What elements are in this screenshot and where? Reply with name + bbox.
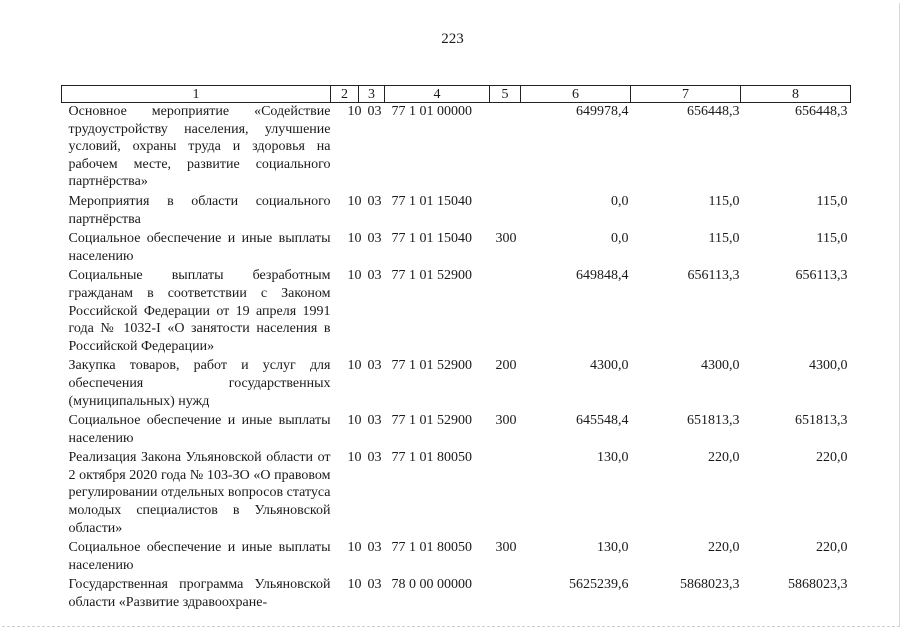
section-code: 10: [347, 268, 362, 284]
amount-year-3: 656448,3: [795, 104, 848, 119]
subsection-code: 03: [367, 358, 382, 374]
column-header: 2: [331, 86, 359, 103]
table-row: [62, 193, 851, 230]
amount-year-3: 4300,0: [809, 358, 848, 374]
target-article-code: 78 0 00 00000: [391, 577, 472, 593]
target-article-code: 77 1 01 00000: [391, 104, 472, 119]
subsection-code: 03: [367, 540, 382, 556]
amount-year-3: 220,0: [816, 450, 848, 466]
section-code: 10: [347, 450, 362, 466]
target-article-code: 77 1 01 52900: [391, 358, 472, 374]
amount-year-2: 5868023,3: [680, 577, 740, 593]
section-code: 10: [347, 358, 362, 374]
amount-year-1: 645548,4: [576, 413, 629, 429]
page-number: 223: [441, 31, 464, 47]
amount-year-1: 130,0: [597, 450, 629, 466]
amount-year-2: 220,0: [708, 450, 740, 466]
amount-year-2: 656113,3: [687, 268, 740, 284]
expense-type-code: 300: [495, 413, 517, 429]
expense-type-code: [490, 193, 521, 230]
row-description: Социальное обеспечение и иные выплаты населению: [68, 413, 331, 446]
amount-year-2: 220,0: [708, 540, 740, 556]
expense-type-code: [490, 103, 521, 193]
table-header-row: [62, 86, 851, 103]
section-code: 10: [347, 231, 362, 247]
subsection-code: 03: [367, 413, 382, 429]
column-header: 3: [359, 86, 385, 103]
column-header: 4: [385, 86, 490, 103]
amount-year-1: 0,0: [611, 193, 629, 209]
target-article-code: 77 1 01 80050: [391, 540, 472, 556]
target-article-code: 77 1 01 80050: [391, 450, 472, 466]
column-header: 1: [62, 86, 331, 103]
subsection-code: 03: [367, 268, 382, 284]
expense-type-code: [490, 449, 521, 539]
amount-year-2: 115,0: [708, 231, 740, 247]
table-row: [62, 103, 851, 193]
row-description: Социальное обеспечение и иные выплаты населению: [68, 231, 331, 264]
expense-type-code: [490, 576, 521, 611]
section-code: 10: [347, 577, 362, 593]
row-description: Социальные выплаты безработным гражданам в соответствии с Законом Российской Федерации от 19 апреля 1991 года № 1032-I «О занятости населения в Российской Федерации»: [68, 268, 331, 354]
column-header: 7: [631, 86, 741, 103]
target-article-code: 77 1 01 52900: [391, 413, 472, 429]
section-code: 10: [347, 413, 362, 429]
table-row: [62, 230, 851, 267]
amount-year-2: 656448,3: [687, 104, 740, 119]
amount-year-3: 651813,3: [795, 413, 848, 429]
expense-type-code: 300: [495, 231, 517, 247]
subsection-code: 03: [367, 193, 382, 209]
amount-year-3: 220,0: [816, 540, 848, 556]
section-code: 10: [347, 193, 362, 209]
amount-year-3: 656113,3: [795, 268, 848, 284]
table-row: [62, 539, 851, 576]
subsection-code: 03: [367, 104, 382, 119]
amount-year-1: 0,0: [611, 231, 629, 247]
row-description: Закупка товаров, работ и услуг для обеспечения государственных (муниципальных) нужд: [68, 358, 331, 409]
column-header: 5: [490, 86, 521, 103]
subsection-code: 03: [367, 450, 382, 466]
target-article-code: 77 1 01 52900: [391, 268, 472, 284]
row-description: Мероприятия в области социального партнёрства: [68, 193, 331, 227]
amount-year-3: 115,0: [816, 231, 848, 247]
column-header: 8: [741, 86, 851, 103]
row-description: Государственная программа Ульяновской области «Развитие здравоохране-: [68, 577, 331, 611]
expense-type-code: 200: [495, 358, 517, 374]
section-code: 10: [347, 104, 362, 119]
table-row: [62, 267, 851, 357]
subsection-code: 03: [367, 231, 382, 247]
target-article-code: 77 1 01 15040: [391, 193, 472, 209]
expense-type-code: [490, 267, 521, 357]
table-row: [62, 357, 851, 412]
amount-year-3: 5868023,3: [788, 577, 848, 593]
budget-table: [61, 85, 851, 612]
amount-year-3: 115,0: [816, 193, 848, 209]
target-article-code: 77 1 01 15040: [391, 231, 472, 247]
amount-year-2: 4300,0: [701, 358, 740, 374]
expense-type-code: 300: [495, 540, 517, 556]
amount-year-1: 130,0: [597, 540, 629, 556]
amount-year-1: 649978,4: [576, 104, 629, 119]
amount-year-1: 4300,0: [590, 358, 629, 374]
amount-year-1: 5625239,6: [569, 577, 629, 593]
amount-year-2: 115,0: [708, 193, 740, 209]
table-row: [62, 449, 851, 539]
row-description: Реализация Закона Ульяновской области от 2 октября 2020 года № 103-ЗО «О правовом регулировании отдельных вопросов статуса молодых специалистов в Ульяновской области»: [68, 450, 331, 536]
section-code: 10: [347, 540, 362, 556]
row-description: Социальное обеспечение и иные выплаты населению: [68, 540, 331, 573]
amount-year-1: 649848,4: [576, 268, 629, 284]
column-header: 6: [521, 86, 631, 103]
amount-year-2: 651813,3: [687, 413, 740, 429]
subsection-code: 03: [367, 577, 382, 593]
row-description: Основное мероприятие «Содействие трудоустройству населения, улучшение условий, охраны труда и здоровья на рабочем месте, развитие социального партнёрства»: [68, 104, 331, 190]
table-row: [62, 576, 851, 611]
table-row: [62, 412, 851, 449]
